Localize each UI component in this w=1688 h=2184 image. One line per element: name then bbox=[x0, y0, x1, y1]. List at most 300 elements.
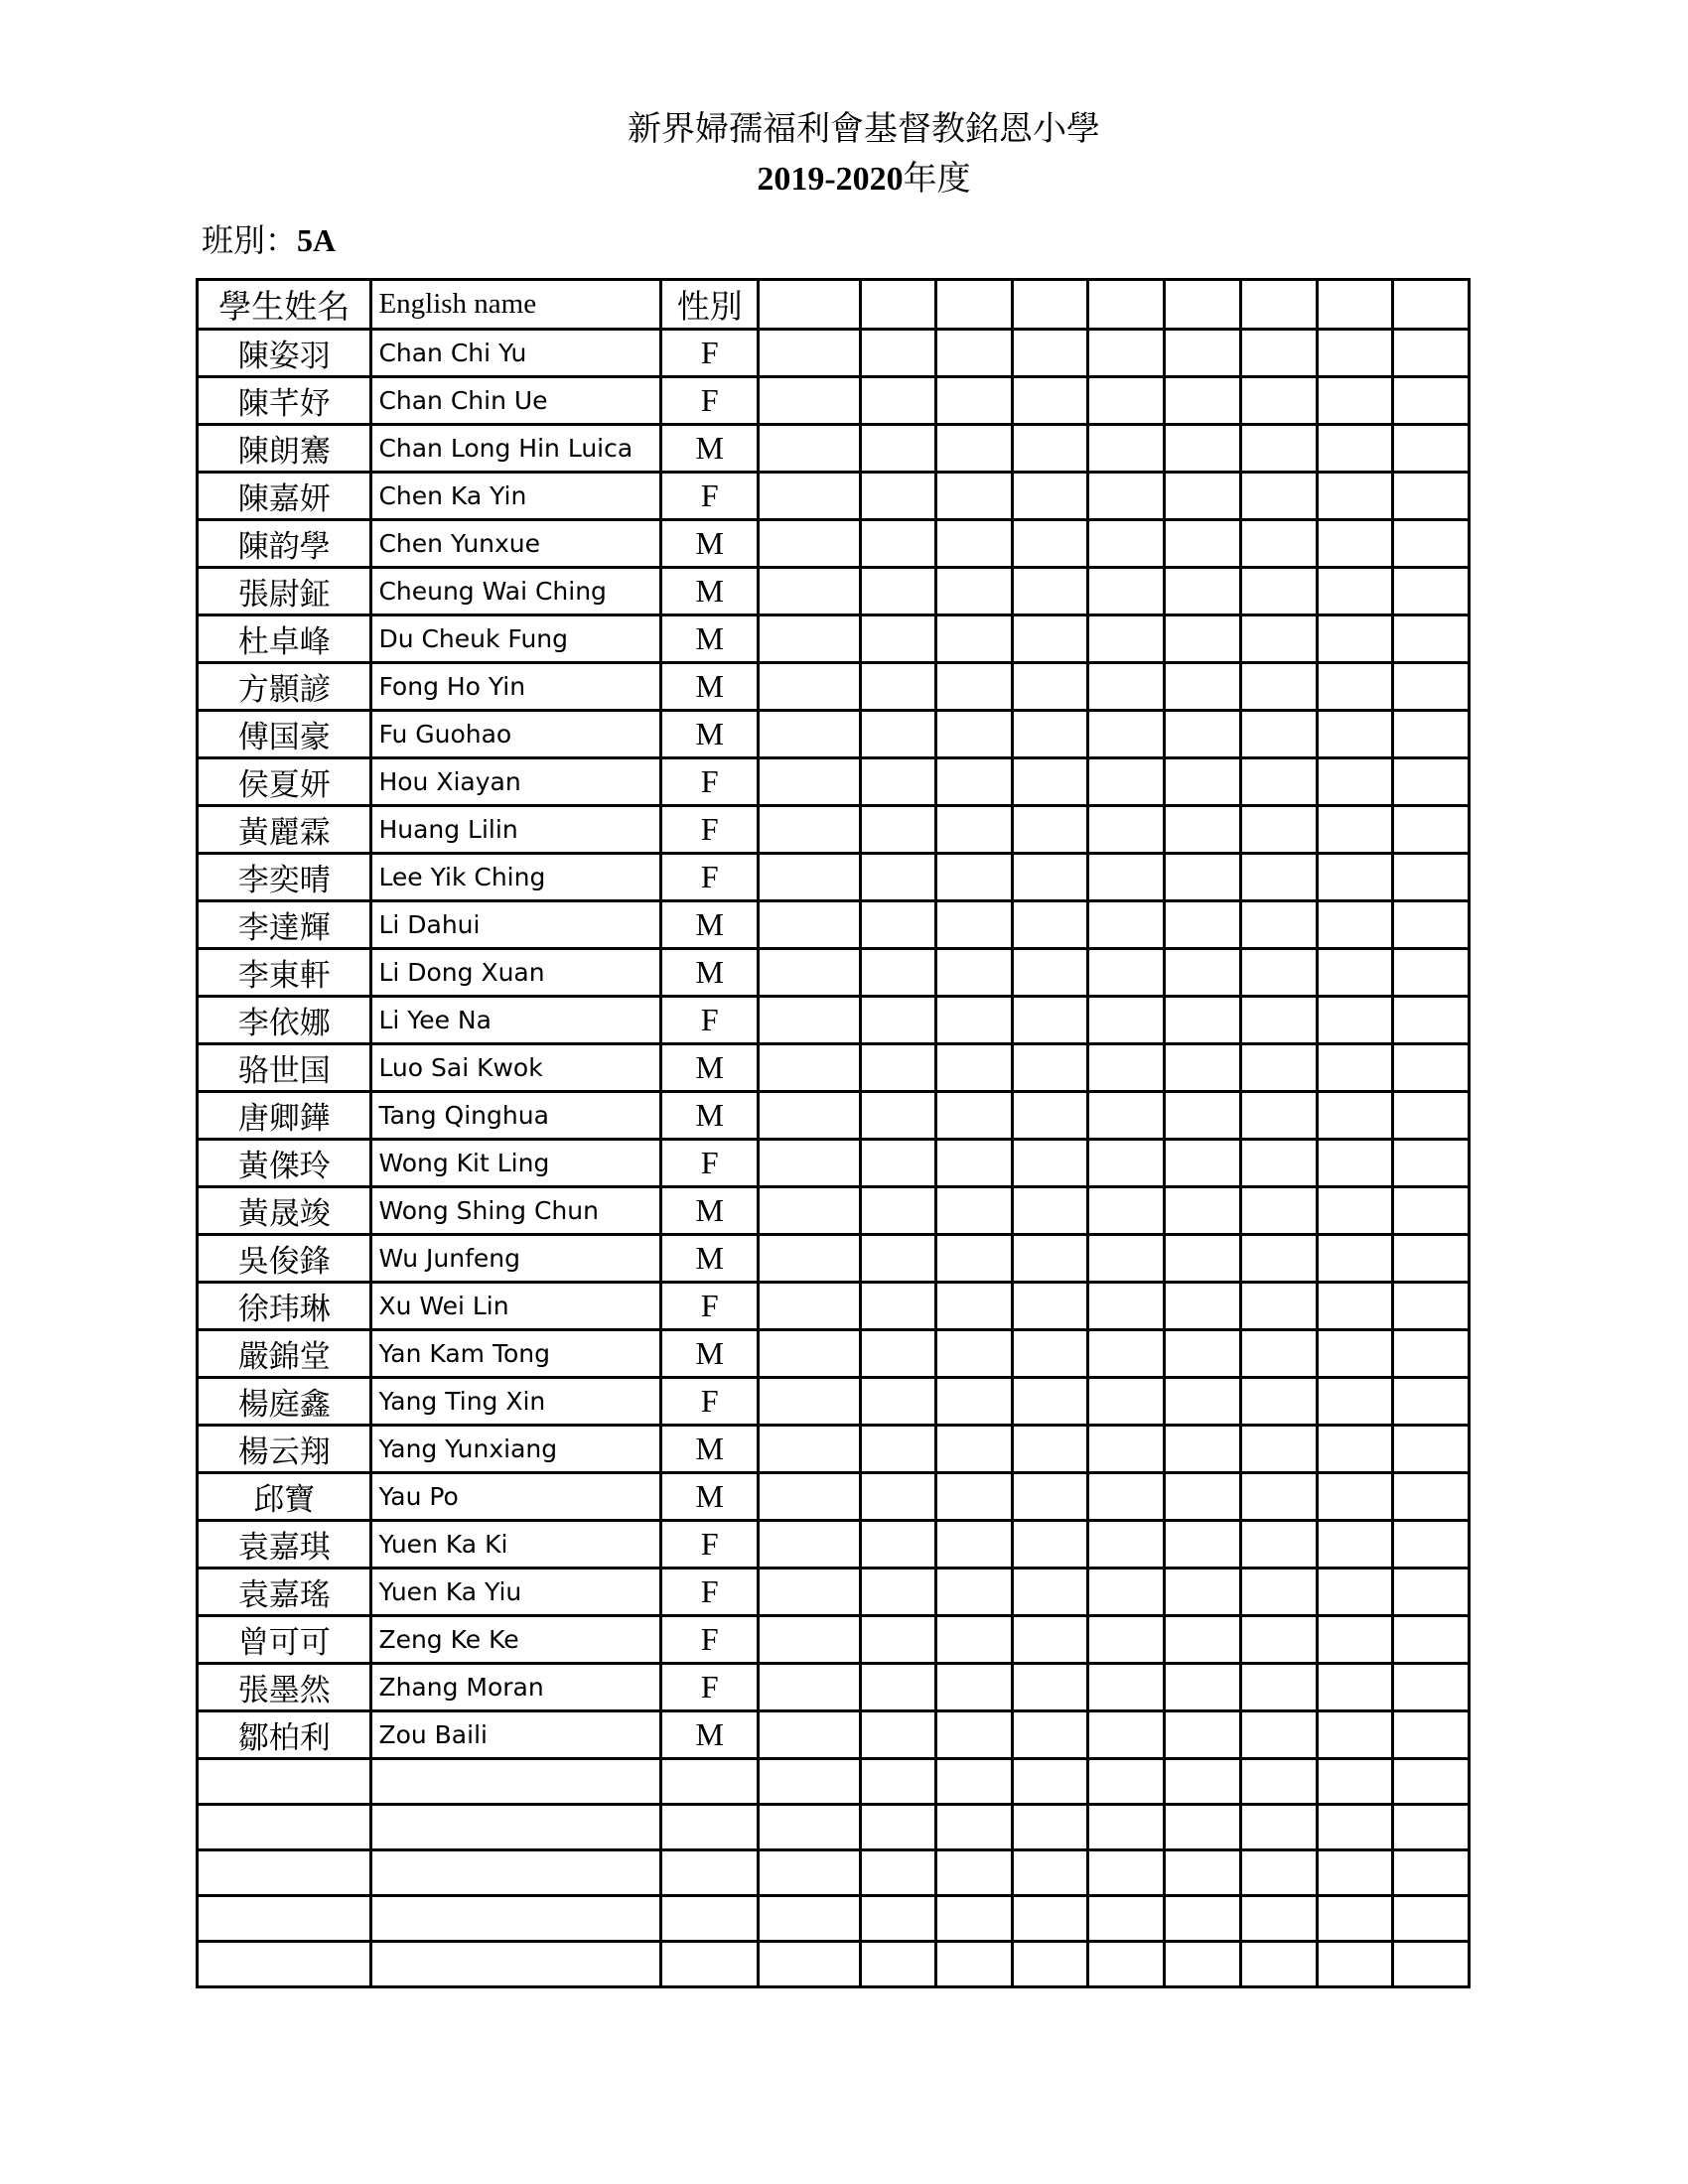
blank-mark-cell bbox=[1088, 1426, 1165, 1473]
blank-mark-cell bbox=[1392, 806, 1469, 854]
student-gender: F bbox=[661, 330, 759, 377]
blank-mark-cell bbox=[1013, 473, 1088, 520]
blank-mark-cell bbox=[759, 473, 861, 520]
student-gender: M bbox=[661, 1330, 759, 1378]
blank-mark-cell bbox=[860, 1330, 935, 1378]
blank-mark-cell bbox=[936, 663, 1013, 711]
student-chinese-name: 李達輝 bbox=[198, 901, 371, 949]
blank-mark-cell bbox=[1013, 1044, 1088, 1092]
student-row bbox=[198, 377, 1470, 425]
blank-mark-cell bbox=[1240, 1235, 1317, 1283]
student-english-name: Hou Xiayan bbox=[371, 758, 661, 806]
student-gender: F bbox=[661, 1616, 759, 1664]
blank-mark-cell bbox=[1392, 1235, 1469, 1283]
blank-mark-cell bbox=[759, 1473, 861, 1521]
blank-header-cell bbox=[1317, 280, 1392, 330]
blank-mark-cell bbox=[1088, 1187, 1165, 1235]
blank-mark-cell bbox=[1392, 615, 1469, 663]
student-chinese-name: 邱寶 bbox=[198, 1473, 371, 1521]
student-english-name: Yuen Ka Yiu bbox=[371, 1569, 661, 1616]
blank-mark-cell bbox=[1317, 1235, 1392, 1283]
blank-mark-cell bbox=[1088, 330, 1165, 377]
blank-mark-cell bbox=[1013, 901, 1088, 949]
blank-cell bbox=[1088, 1850, 1165, 1896]
blank-row bbox=[198, 1942, 1470, 1987]
blank-cell bbox=[1088, 1942, 1165, 1987]
blank-mark-cell bbox=[1392, 473, 1469, 520]
blank-mark-cell bbox=[1317, 949, 1392, 997]
blank-cell bbox=[1392, 1850, 1469, 1896]
blank-mark-cell bbox=[1240, 1664, 1317, 1711]
student-row bbox=[198, 568, 1470, 615]
student-row bbox=[198, 1330, 1470, 1378]
blank-mark-cell bbox=[1088, 901, 1165, 949]
student-row bbox=[198, 1092, 1470, 1140]
blank-mark-cell bbox=[1088, 1664, 1165, 1711]
blank-mark-cell bbox=[1088, 473, 1165, 520]
blank-mark-cell bbox=[1013, 568, 1088, 615]
blank-cell bbox=[1165, 1942, 1240, 1987]
blank-mark-cell bbox=[1317, 711, 1392, 758]
student-english-name: Yau Po bbox=[371, 1473, 661, 1521]
blank-header-cell bbox=[936, 280, 1013, 330]
blank-mark-cell bbox=[1317, 1044, 1392, 1092]
blank-mark-cell bbox=[1013, 1092, 1088, 1140]
blank-mark-cell bbox=[1088, 854, 1165, 901]
blank-cell bbox=[860, 1896, 935, 1942]
roster-body bbox=[198, 280, 1470, 1987]
blank-mark-cell bbox=[860, 1473, 935, 1521]
blank-mark-cell bbox=[936, 330, 1013, 377]
blank-mark-cell bbox=[1165, 330, 1240, 377]
blank-mark-cell bbox=[1088, 997, 1165, 1044]
blank-mark-cell bbox=[1165, 711, 1240, 758]
blank-mark-cell bbox=[1392, 663, 1469, 711]
student-gender: F bbox=[661, 758, 759, 806]
blank-mark-cell bbox=[1240, 1521, 1317, 1569]
blank-mark-cell bbox=[1240, 949, 1317, 997]
blank-cell bbox=[198, 1942, 371, 1987]
blank-cell bbox=[661, 1850, 759, 1896]
student-gender: F bbox=[661, 1140, 759, 1187]
blank-mark-cell bbox=[1392, 1521, 1469, 1569]
student-gender: F bbox=[661, 1521, 759, 1569]
blank-mark-cell bbox=[1165, 1283, 1240, 1330]
blank-mark-cell bbox=[759, 1235, 861, 1283]
student-row bbox=[198, 473, 1470, 520]
blank-mark-cell bbox=[1088, 377, 1165, 425]
blank-mark-cell bbox=[1088, 568, 1165, 615]
blank-mark-cell bbox=[759, 997, 861, 1044]
blank-mark-cell bbox=[1013, 854, 1088, 901]
blank-mark-cell bbox=[1240, 1616, 1317, 1664]
student-row bbox=[198, 330, 1470, 377]
blank-mark-cell bbox=[1392, 1426, 1469, 1473]
blank-mark-cell bbox=[860, 1521, 935, 1569]
blank-mark-cell bbox=[860, 520, 935, 568]
blank-mark-cell bbox=[1165, 520, 1240, 568]
blank-mark-cell bbox=[1088, 1330, 1165, 1378]
student-english-name: Zhang Moran bbox=[371, 1664, 661, 1711]
student-chinese-name: 鄒柏利 bbox=[198, 1711, 371, 1759]
blank-mark-cell bbox=[1013, 1378, 1088, 1426]
blank-mark-cell bbox=[936, 758, 1013, 806]
student-row bbox=[198, 949, 1470, 997]
blank-mark-cell bbox=[1240, 711, 1317, 758]
blank-mark-cell bbox=[759, 758, 861, 806]
blank-mark-cell bbox=[1392, 377, 1469, 425]
header-row bbox=[198, 280, 1470, 330]
blank-mark-cell bbox=[860, 901, 935, 949]
blank-mark-cell bbox=[860, 997, 935, 1044]
student-gender: F bbox=[661, 1283, 759, 1330]
blank-mark-cell bbox=[936, 520, 1013, 568]
student-row bbox=[198, 711, 1470, 758]
student-row bbox=[198, 997, 1470, 1044]
student-gender: M bbox=[661, 1473, 759, 1521]
blank-row bbox=[198, 1896, 1470, 1942]
blank-mark-cell bbox=[1317, 806, 1392, 854]
student-row bbox=[198, 1473, 1470, 1521]
blank-mark-cell bbox=[1240, 1330, 1317, 1378]
blank-row bbox=[198, 1805, 1470, 1850]
blank-cell bbox=[1088, 1805, 1165, 1850]
blank-mark-cell bbox=[1392, 1616, 1469, 1664]
student-english-name: Chan Chi Yu bbox=[371, 330, 661, 377]
blank-mark-cell bbox=[759, 1426, 861, 1473]
student-english-name: Li Dahui bbox=[371, 901, 661, 949]
blank-cell bbox=[936, 1805, 1013, 1850]
blank-mark-cell bbox=[1165, 377, 1240, 425]
blank-mark-cell bbox=[1165, 1140, 1240, 1187]
blank-header-cell bbox=[1240, 280, 1317, 330]
blank-mark-cell bbox=[1317, 663, 1392, 711]
blank-mark-cell bbox=[936, 425, 1013, 473]
blank-mark-cell bbox=[1013, 1140, 1088, 1187]
blank-mark-cell bbox=[1317, 1664, 1392, 1711]
student-chinese-name: 楊云翔 bbox=[198, 1426, 371, 1473]
blank-cell bbox=[759, 1759, 861, 1805]
blank-header-cell bbox=[1165, 280, 1240, 330]
blank-mark-cell bbox=[860, 1711, 935, 1759]
blank-mark-cell bbox=[1317, 1426, 1392, 1473]
blank-mark-cell bbox=[860, 425, 935, 473]
blank-mark-cell bbox=[1013, 1664, 1088, 1711]
student-gender: M bbox=[661, 568, 759, 615]
blank-mark-cell bbox=[1317, 1569, 1392, 1616]
student-english-name: Luo Sai Kwok bbox=[371, 1044, 661, 1092]
blank-mark-cell bbox=[1088, 758, 1165, 806]
blank-cell bbox=[1392, 1942, 1469, 1987]
student-gender: M bbox=[661, 901, 759, 949]
blank-mark-cell bbox=[1392, 1092, 1469, 1140]
blank-cell bbox=[371, 1850, 661, 1896]
blank-mark-cell bbox=[936, 711, 1013, 758]
blank-cell bbox=[1317, 1896, 1392, 1942]
blank-mark-cell bbox=[1317, 330, 1392, 377]
blank-mark-cell bbox=[1317, 1330, 1392, 1378]
blank-mark-cell bbox=[1240, 1187, 1317, 1235]
blank-mark-cell bbox=[1013, 1283, 1088, 1330]
blank-mark-cell bbox=[860, 377, 935, 425]
school-year-suffix: 年度 bbox=[903, 159, 971, 199]
blank-mark-cell bbox=[860, 1378, 935, 1426]
blank-mark-cell bbox=[1013, 1616, 1088, 1664]
blank-cell bbox=[936, 1942, 1013, 1987]
student-gender: M bbox=[661, 1044, 759, 1092]
student-english-name: Fong Ho Yin bbox=[371, 663, 661, 711]
blank-mark-cell bbox=[1392, 568, 1469, 615]
blank-mark-cell bbox=[1013, 615, 1088, 663]
blank-mark-cell bbox=[1165, 758, 1240, 806]
student-chinese-name: 杜卓峰 bbox=[198, 615, 371, 663]
student-row bbox=[198, 1521, 1470, 1569]
student-row bbox=[198, 520, 1470, 568]
student-row bbox=[198, 1711, 1470, 1759]
blank-cell bbox=[1240, 1896, 1317, 1942]
blank-mark-cell bbox=[936, 1521, 1013, 1569]
blank-mark-cell bbox=[1088, 615, 1165, 663]
blank-mark-cell bbox=[1240, 1378, 1317, 1426]
blank-mark-cell bbox=[759, 568, 861, 615]
student-row bbox=[198, 901, 1470, 949]
student-row bbox=[198, 1616, 1470, 1664]
blank-cell bbox=[1088, 1896, 1165, 1942]
student-english-name: Lee Yik Ching bbox=[371, 854, 661, 901]
blank-mark-cell bbox=[1165, 901, 1240, 949]
blank-mark-cell bbox=[1165, 615, 1240, 663]
student-gender: M bbox=[661, 663, 759, 711]
student-english-name: Tang Qinghua bbox=[371, 1092, 661, 1140]
blank-header-cell bbox=[1088, 280, 1165, 330]
blank-cell bbox=[759, 1942, 861, 1987]
blank-cell bbox=[759, 1896, 861, 1942]
blank-mark-cell bbox=[1392, 711, 1469, 758]
blank-cell bbox=[1165, 1805, 1240, 1850]
blank-mark-cell bbox=[1013, 1187, 1088, 1235]
blank-mark-cell bbox=[936, 1569, 1013, 1616]
student-chinese-name: 侯夏妍 bbox=[198, 758, 371, 806]
blank-mark-cell bbox=[860, 806, 935, 854]
school-year bbox=[0, 157, 1688, 202]
blank-mark-cell bbox=[1240, 1711, 1317, 1759]
blank-cell bbox=[1088, 1759, 1165, 1805]
blank-mark-cell bbox=[1013, 1330, 1088, 1378]
blank-mark-cell bbox=[936, 901, 1013, 949]
student-row bbox=[198, 1140, 1470, 1187]
blank-mark-cell bbox=[860, 1092, 935, 1140]
student-row bbox=[198, 1426, 1470, 1473]
blank-mark-cell bbox=[1317, 425, 1392, 473]
blank-cell bbox=[759, 1850, 861, 1896]
blank-mark-cell bbox=[1240, 568, 1317, 615]
blank-mark-cell bbox=[1013, 377, 1088, 425]
blank-mark-cell bbox=[1165, 568, 1240, 615]
blank-mark-cell bbox=[936, 1711, 1013, 1759]
blank-mark-cell bbox=[1013, 1711, 1088, 1759]
blank-mark-cell bbox=[936, 1044, 1013, 1092]
student-gender: F bbox=[661, 806, 759, 854]
blank-mark-cell bbox=[1317, 1378, 1392, 1426]
blank-mark-cell bbox=[1088, 1569, 1165, 1616]
blank-mark-cell bbox=[1165, 1664, 1240, 1711]
student-row bbox=[198, 1378, 1470, 1426]
blank-mark-cell bbox=[1392, 758, 1469, 806]
blank-mark-cell bbox=[1240, 663, 1317, 711]
blank-mark-cell bbox=[1317, 615, 1392, 663]
student-chinese-name: 袁嘉瑤 bbox=[198, 1569, 371, 1616]
blank-mark-cell bbox=[759, 1521, 861, 1569]
blank-mark-cell bbox=[1013, 806, 1088, 854]
blank-mark-cell bbox=[1392, 1664, 1469, 1711]
student-gender: M bbox=[661, 711, 759, 758]
blank-cell bbox=[198, 1850, 371, 1896]
blank-mark-cell bbox=[1165, 1426, 1240, 1473]
blank-mark-cell bbox=[1013, 1426, 1088, 1473]
blank-mark-cell bbox=[936, 1187, 1013, 1235]
student-chinese-name: 嚴錦堂 bbox=[198, 1330, 371, 1378]
student-gender: M bbox=[661, 1187, 759, 1235]
blank-mark-cell bbox=[860, 1235, 935, 1283]
blank-header-cell bbox=[1392, 280, 1469, 330]
blank-mark-cell bbox=[759, 1140, 861, 1187]
student-chinese-name: 傅国豪 bbox=[198, 711, 371, 758]
blank-mark-cell bbox=[860, 1616, 935, 1664]
blank-mark-cell bbox=[1088, 949, 1165, 997]
blank-mark-cell bbox=[1088, 806, 1165, 854]
class-label bbox=[202, 220, 336, 260]
blank-mark-cell bbox=[1392, 1330, 1469, 1378]
blank-mark-cell bbox=[1240, 1473, 1317, 1521]
blank-mark-cell bbox=[1165, 473, 1240, 520]
blank-cell bbox=[936, 1759, 1013, 1805]
blank-row bbox=[198, 1759, 1470, 1805]
blank-mark-cell bbox=[759, 1044, 861, 1092]
blank-mark-cell bbox=[1317, 473, 1392, 520]
blank-mark-cell bbox=[936, 1664, 1013, 1711]
blank-mark-cell bbox=[1165, 997, 1240, 1044]
blank-mark-cell bbox=[1088, 425, 1165, 473]
student-english-name: Huang Lilin bbox=[371, 806, 661, 854]
blank-cell bbox=[1165, 1759, 1240, 1805]
blank-mark-cell bbox=[1013, 1473, 1088, 1521]
blank-mark-cell bbox=[1317, 1092, 1392, 1140]
student-english-name: Xu Wei Lin bbox=[371, 1283, 661, 1330]
blank-cell bbox=[371, 1942, 661, 1987]
blank-mark-cell bbox=[1392, 1044, 1469, 1092]
blank-header-cell bbox=[860, 280, 935, 330]
blank-mark-cell bbox=[1240, 997, 1317, 1044]
blank-mark-cell bbox=[759, 425, 861, 473]
blank-mark-cell bbox=[1240, 901, 1317, 949]
student-row bbox=[198, 1569, 1470, 1616]
blank-mark-cell bbox=[1165, 806, 1240, 854]
student-row bbox=[198, 854, 1470, 901]
student-gender: M bbox=[661, 1426, 759, 1473]
blank-mark-cell bbox=[936, 615, 1013, 663]
blank-mark-cell bbox=[1240, 1283, 1317, 1330]
student-chinese-name: 楊庭鑫 bbox=[198, 1378, 371, 1426]
blank-mark-cell bbox=[759, 1330, 861, 1378]
blank-mark-cell bbox=[759, 330, 861, 377]
student-row bbox=[198, 1187, 1470, 1235]
student-chinese-name: 陳韵學 bbox=[198, 520, 371, 568]
blank-mark-cell bbox=[759, 1378, 861, 1426]
student-english-name: Wong Shing Chun bbox=[371, 1187, 661, 1235]
blank-mark-cell bbox=[1165, 1521, 1240, 1569]
blank-mark-cell bbox=[936, 806, 1013, 854]
blank-mark-cell bbox=[1088, 520, 1165, 568]
student-english-name: Wong Kit Ling bbox=[371, 1140, 661, 1187]
blank-mark-cell bbox=[759, 711, 861, 758]
student-english-name: Chen Yunxue bbox=[371, 520, 661, 568]
student-row bbox=[198, 806, 1470, 854]
blank-cell bbox=[1240, 1805, 1317, 1850]
blank-mark-cell bbox=[936, 1426, 1013, 1473]
blank-mark-cell bbox=[860, 854, 935, 901]
blank-mark-cell bbox=[1317, 1187, 1392, 1235]
blank-mark-cell bbox=[1317, 854, 1392, 901]
blank-row bbox=[198, 1850, 1470, 1896]
blank-mark-cell bbox=[759, 949, 861, 997]
blank-mark-cell bbox=[1165, 1616, 1240, 1664]
blank-mark-cell bbox=[936, 997, 1013, 1044]
blank-mark-cell bbox=[1240, 1044, 1317, 1092]
blank-cell bbox=[860, 1850, 935, 1896]
blank-cell bbox=[1317, 1805, 1392, 1850]
blank-mark-cell bbox=[1240, 330, 1317, 377]
blank-mark-cell bbox=[936, 1473, 1013, 1521]
blank-mark-cell bbox=[1392, 901, 1469, 949]
student-chinese-name: 張墨然 bbox=[198, 1664, 371, 1711]
blank-mark-cell bbox=[860, 949, 935, 997]
column-header-english-name: English name bbox=[371, 280, 661, 330]
blank-mark-cell bbox=[860, 568, 935, 615]
blank-mark-cell bbox=[1317, 1140, 1392, 1187]
student-english-name: Yang Yunxiang bbox=[371, 1426, 661, 1473]
student-chinese-name: 徐玮琳 bbox=[198, 1283, 371, 1330]
blank-mark-cell bbox=[1240, 1426, 1317, 1473]
column-header-gender: 性別 bbox=[661, 280, 759, 330]
blank-mark-cell bbox=[1088, 1378, 1165, 1426]
blank-mark-cell bbox=[1240, 377, 1317, 425]
blank-cell bbox=[1317, 1942, 1392, 1987]
student-english-name: Zou Baili bbox=[371, 1711, 661, 1759]
blank-mark-cell bbox=[1392, 1283, 1469, 1330]
blank-mark-cell bbox=[1392, 330, 1469, 377]
blank-mark-cell bbox=[759, 1664, 861, 1711]
blank-cell bbox=[661, 1805, 759, 1850]
blank-mark-cell bbox=[1088, 1616, 1165, 1664]
blank-mark-cell bbox=[759, 901, 861, 949]
blank-mark-cell bbox=[860, 1664, 935, 1711]
blank-mark-cell bbox=[1392, 1187, 1469, 1235]
blank-mark-cell bbox=[1240, 758, 1317, 806]
blank-mark-cell bbox=[759, 615, 861, 663]
blank-mark-cell bbox=[1013, 1521, 1088, 1569]
blank-cell bbox=[1240, 1850, 1317, 1896]
blank-mark-cell bbox=[1013, 949, 1088, 997]
blank-cell bbox=[936, 1850, 1013, 1896]
blank-mark-cell bbox=[1317, 520, 1392, 568]
student-english-name: Du Cheuk Fung bbox=[371, 615, 661, 663]
student-english-name: Wu Junfeng bbox=[371, 1235, 661, 1283]
blank-mark-cell bbox=[860, 663, 935, 711]
blank-mark-cell bbox=[1317, 568, 1392, 615]
student-gender: F bbox=[661, 473, 759, 520]
blank-mark-cell bbox=[1317, 377, 1392, 425]
blank-mark-cell bbox=[860, 615, 935, 663]
